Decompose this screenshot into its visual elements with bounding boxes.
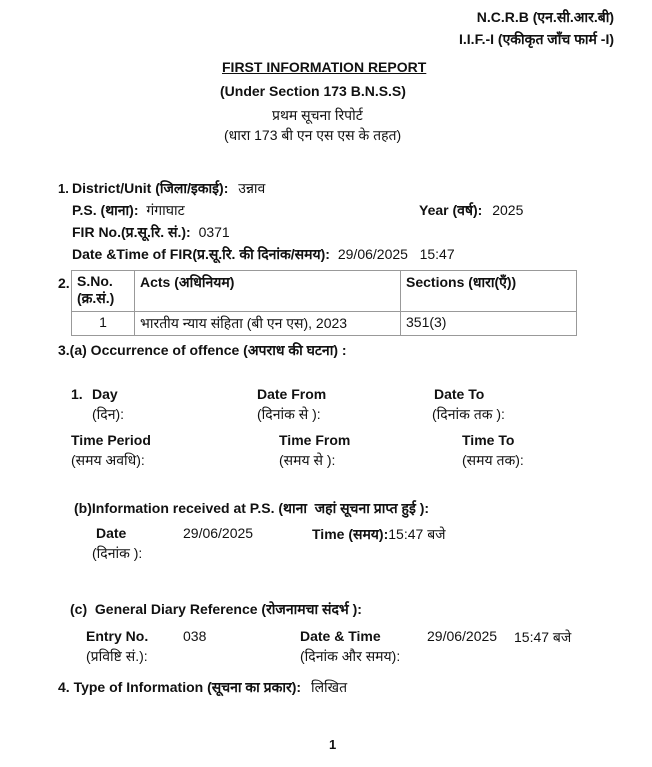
date-to-hindi: (दिनांक तक ): xyxy=(432,406,505,422)
received-time-value: 15:47 बजे xyxy=(388,526,446,542)
row-act: भारतीय न्याय संहिता (बी एन एस), 2023 xyxy=(135,312,401,336)
page-number: 1 xyxy=(329,737,337,752)
year-label: Year (वर्ष): xyxy=(419,202,483,218)
diary-date-value: 29/06/2025 xyxy=(427,628,498,644)
time-period-hindi: (समय अवधि): xyxy=(71,452,145,468)
diary-time-value: 15:47 बजे xyxy=(514,629,572,645)
diary-datetime-hindi: (दिनांक और समय): xyxy=(300,648,401,664)
occurrence-label: 3.(a) Occurrence of offence (अपराध की घटना) : xyxy=(58,342,347,358)
received-date-hindi: (दिनांक ): xyxy=(92,545,143,561)
form-label: I.I.F.-I (एकीकृत जाँच फार्म -I) xyxy=(459,31,614,47)
fir-row xyxy=(72,223,230,242)
diary-reference-label: (c) General Diary Reference (रोजनामचा संदर्भ ): xyxy=(70,601,362,617)
received-date-label: Date xyxy=(96,525,127,541)
day-label-hindi: (दिन): xyxy=(92,406,125,422)
received-time-label: Time (समय): xyxy=(312,526,389,542)
day-label: Day xyxy=(92,386,118,402)
info-type-row xyxy=(58,678,347,697)
report-subtitle: (Under Section 173 B.N.S.S) xyxy=(220,83,406,99)
info-type-value: लिखित xyxy=(310,679,348,695)
diary-datetime-label: Date & Time xyxy=(300,628,381,644)
sno-header-hindi: (क्र.सं.) xyxy=(77,290,115,306)
district-label: District/Unit (जिला/इकाई): xyxy=(72,180,229,196)
district-value: उन्नाव xyxy=(238,180,266,196)
time-from-label: Time From xyxy=(279,432,351,448)
row-sno: 1 xyxy=(72,312,135,336)
fir-label: FIR No.(प्र.सू.रि. सं.): xyxy=(72,224,191,240)
section1-number: 1. xyxy=(58,181,69,196)
time-to-hindi: (समय तक): xyxy=(462,452,524,468)
time-from-hindi: (समय से ): xyxy=(279,452,336,468)
report-title-hindi: प्रथम सूचना रिपोर्ट xyxy=(272,107,363,123)
table-row xyxy=(72,312,577,336)
acts-table-header xyxy=(72,271,577,312)
fir-value: 0371 xyxy=(198,224,230,240)
year-row xyxy=(419,201,523,220)
day-number: 1. xyxy=(71,386,83,402)
section2-number: 2. xyxy=(58,275,70,291)
date-from-hindi: (दिनांक से ): xyxy=(257,406,321,422)
report-title: FIRST INFORMATION REPORT xyxy=(222,59,427,75)
time-to-label: Time To xyxy=(462,432,515,448)
entry-no-label: Entry No. xyxy=(86,628,149,644)
sno-header xyxy=(72,271,135,312)
ps-value: गंगाघाट xyxy=(146,202,185,218)
ncrb-label: N.C.R.B (एन.सी.आर.बी) xyxy=(476,9,614,25)
ps-row xyxy=(72,201,185,220)
fir-datetime-label: Date &Time of FIR(प्र.सू.रि. की दिनांक/समय): xyxy=(72,246,330,262)
acts-table xyxy=(71,270,577,336)
received-date-value: 29/06/2025 xyxy=(183,525,254,541)
date-to-label: Date To xyxy=(434,386,485,402)
row-section: 351(3) xyxy=(401,312,577,336)
date-from-label: Date From xyxy=(257,386,327,402)
fir-datetime-row xyxy=(72,245,455,264)
sections-header: Sections (धारा(एँ)) xyxy=(401,271,577,312)
sno-header-label: S.No. xyxy=(77,273,113,289)
received-time-row xyxy=(312,525,446,544)
district-row xyxy=(72,179,265,198)
entry-no-value: 038 xyxy=(183,628,207,644)
acts-header: Acts (अधिनियम) xyxy=(135,271,401,312)
time-period-label: Time Period xyxy=(71,432,151,448)
entry-no-hindi: (प्रविष्टि सं.): xyxy=(86,648,148,664)
fir-datetime-value: 29/06/2025 15:47 xyxy=(337,246,455,262)
report-subtitle-hindi: (धारा 173 बी एन एस एस के तहत) xyxy=(224,127,402,143)
info-received-label: (b)Information received at P.S. (थाना जहां सूचना प्राप्त हुई ): xyxy=(74,500,430,516)
info-type-label: 4. Type of Information (सूचना का प्रकार): xyxy=(58,679,302,695)
year-value: 2025 xyxy=(492,202,524,218)
ps-label: P.S. (थाना): xyxy=(72,202,139,218)
